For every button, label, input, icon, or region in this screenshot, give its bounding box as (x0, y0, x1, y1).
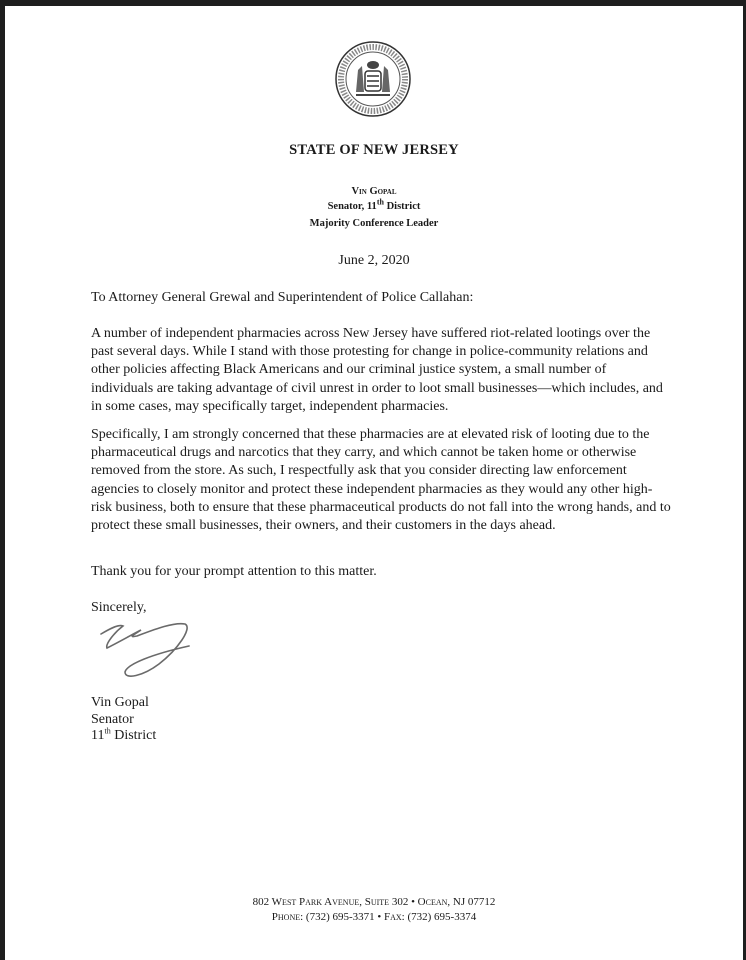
signer-block (91, 695, 156, 745)
sender-name: Vin Gopal (351, 186, 397, 197)
body-paragraph-2: Specifically, I am strongly concerned that these pharmacies are at elevated risk of looting due to the pharmaceutical drugs and narcotics that they carry, and which cannot be taken home or otherwise removed from the store. As such, I respectfully ask that you consider directing law enforcement agencies to closely monitor and protect these independent pharmacies as they would any other high-risk business, both to ensure that these pharmaceutical products do not fall into the wrong hands, and to protect these small businesses, their owners, and their customers in the days ahead. (91, 427, 671, 534)
letterhead-footer (5, 895, 743, 925)
state-title: STATE OF NEW JERSEY (289, 142, 459, 158)
signer-title: Senator (91, 711, 134, 727)
letter-page (5, 6, 743, 960)
great-seal-of-new-jersey-icon (334, 40, 412, 118)
signer-name: Vin Gopal (91, 695, 149, 710)
signer-district: 11th District (91, 726, 157, 743)
sender-title: Senator, 11th District (327, 197, 421, 212)
footer-contact: Phone: (732) 695-3371 • Fax: (732) 695-3374 (271, 911, 477, 923)
handwritten-signature-icon (97, 620, 197, 682)
body-paragraph-1: A number of independent pharmacies across New Jersey have suffered riot-related lootings over the past several days. While I stand with those protesting for change in police-community relations and other policies affecting Black Americans and our criminal justice system, a small number of individuals are taking advantage of civil unrest in order to loot small businesses—which includes, and in some cases, may specifically target, independent pharmacies. (91, 326, 663, 414)
salutation: To Attorney General Grewal and Superintendent of Police Callahan: (91, 290, 474, 305)
closing: Sincerely, (91, 600, 147, 615)
sender-role: Majority Conference Leader (309, 218, 439, 229)
footer-address: 802 West Park Avenue, Suite 302 • Ocean, NJ 07712 (252, 896, 496, 908)
thanks-line: Thank you for your prompt attention to this matter. (91, 564, 377, 579)
letter-date: June 2, 2020 (338, 253, 410, 268)
